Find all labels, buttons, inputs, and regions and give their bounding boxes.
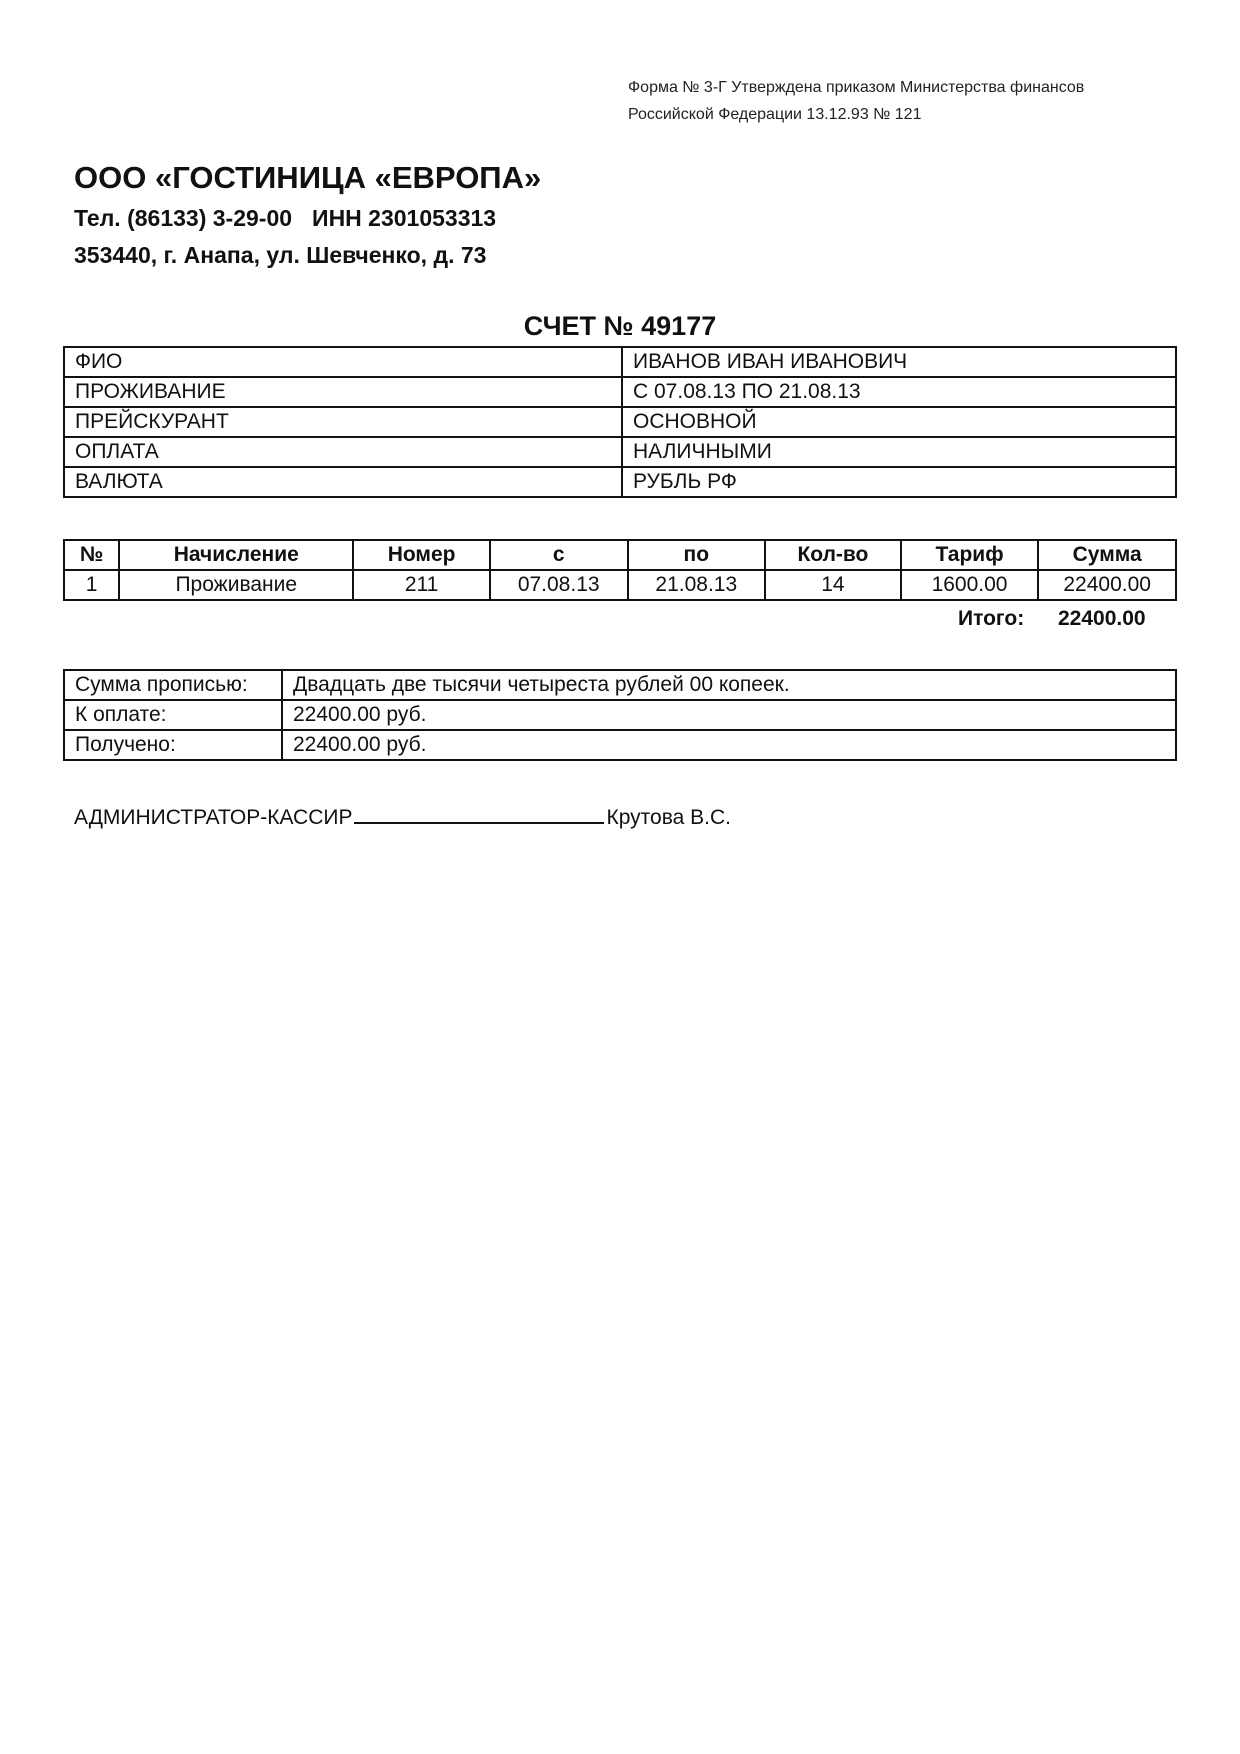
info-value: ОСНОВНОЙ bbox=[622, 407, 1176, 437]
summary-label: К оплате: bbox=[64, 700, 282, 730]
payment-summary-table bbox=[63, 669, 1177, 761]
organization-contacts bbox=[74, 200, 541, 237]
charges-column-header: с bbox=[490, 540, 628, 570]
info-value: ИВАНОВ ИВАН ИВАНОВИЧ bbox=[622, 347, 1176, 377]
signature-line bbox=[354, 802, 604, 824]
summary-value: 22400.00 руб. bbox=[282, 700, 1176, 730]
charge-cell: 22400.00 bbox=[1038, 570, 1176, 600]
info-label: ПРЕЙСКУРАНТ bbox=[64, 407, 622, 437]
organization-header bbox=[74, 156, 541, 274]
charges-column-header: Начисление bbox=[119, 540, 353, 570]
form-note-line-1: Форма № 3-Г Утверждена приказом Министерства финансов bbox=[628, 79, 1085, 96]
total-value: 22400.00 bbox=[1058, 607, 1146, 630]
summary-row bbox=[64, 670, 1176, 700]
info-value: С 07.08.13 ПО 21.08.13 bbox=[622, 377, 1176, 407]
info-value: РУБЛЬ РФ bbox=[622, 467, 1176, 497]
charge-cell: 1600.00 bbox=[901, 570, 1039, 600]
charge-cell: 14 bbox=[765, 570, 901, 600]
summary-label: Получено: bbox=[64, 730, 282, 760]
charges-column-header: Тариф bbox=[901, 540, 1039, 570]
signature-role: АДМИНИСТРАТОР-КАССИР bbox=[74, 806, 353, 829]
signature-block bbox=[74, 802, 731, 833]
info-label: ПРОЖИВАНИЕ bbox=[64, 377, 622, 407]
charges-header-row bbox=[64, 540, 1176, 570]
info-row bbox=[64, 467, 1176, 497]
info-row bbox=[64, 407, 1176, 437]
info-label: ОПЛАТА bbox=[64, 437, 622, 467]
organization-address: 353440, г. Анапа, ул. Шевченко, д. 73 bbox=[74, 242, 487, 268]
charges-column-header: Кол-во bbox=[765, 540, 901, 570]
info-row bbox=[64, 437, 1176, 467]
charges-column-header: по bbox=[628, 540, 766, 570]
invoice-title: СЧЕТ № 49177 bbox=[523, 311, 717, 341]
charge-cell: 211 bbox=[353, 570, 490, 600]
guest-info-table bbox=[63, 346, 1177, 498]
info-row bbox=[64, 347, 1176, 377]
info-row bbox=[64, 377, 1176, 407]
charges-column-header: Сумма bbox=[1038, 540, 1176, 570]
form-approval-note bbox=[628, 74, 1084, 128]
charges-column-header: № bbox=[64, 540, 119, 570]
info-value: НАЛИЧНЫМИ bbox=[622, 437, 1176, 467]
summary-row bbox=[64, 700, 1176, 730]
organization-name: ООО «ГОСТИНИЦА «ЕВРОПА» bbox=[74, 160, 542, 195]
info-label: ФИО bbox=[64, 347, 622, 377]
charges-table bbox=[63, 539, 1177, 601]
summary-value: Двадцать две тысячи четыреста рублей 00 копеек. bbox=[282, 670, 1176, 700]
charge-cell: Проживание bbox=[119, 570, 353, 600]
charge-cell: 21.08.13 bbox=[628, 570, 766, 600]
info-label: ВАЛЮТА bbox=[64, 467, 622, 497]
summary-value: 22400.00 руб. bbox=[282, 730, 1176, 760]
charges-column-header: Номер bbox=[353, 540, 490, 570]
form-note-line-2: Российской Федерации 13.12.93 № 121 bbox=[628, 106, 922, 123]
summary-label: Сумма прописью: bbox=[64, 670, 282, 700]
total-label: Итого: bbox=[958, 607, 1025, 630]
signature-name: Крутова В.С. bbox=[606, 806, 731, 829]
summary-row bbox=[64, 730, 1176, 760]
charge-cell: 1 bbox=[64, 570, 119, 600]
charge-row bbox=[64, 570, 1176, 600]
organization-inn: ИНН 2301053313 bbox=[312, 205, 497, 231]
organization-phone: Тел. (86133) 3-29-00 bbox=[74, 205, 293, 231]
charge-cell: 07.08.13 bbox=[490, 570, 628, 600]
